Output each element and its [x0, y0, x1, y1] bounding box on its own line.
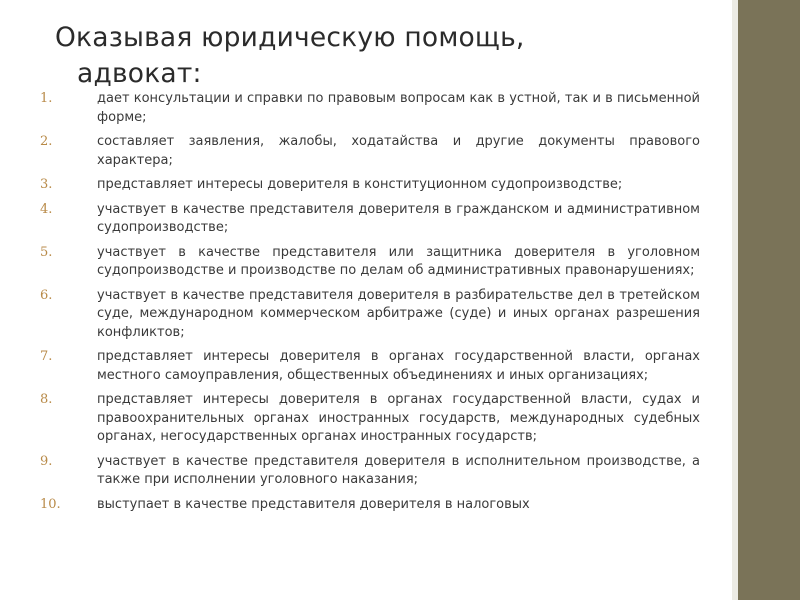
list-item	[40, 287, 700, 343]
item-text: участвует в качестве представителя доверителя в разбирательстве дел в третейском суде, международном коммерческом арбитраже (суде) и иных органах разрешения конфликтов;	[97, 287, 700, 340]
list-item	[40, 244, 700, 281]
item-text: составляет заявления, жалобы, ходатайства и другие документы правового характера;	[97, 134, 700, 168]
slide-title	[55, 20, 695, 92]
item-number: 9.	[40, 453, 53, 469]
decorative-side-bar	[738, 0, 800, 600]
list-item	[40, 176, 700, 195]
item-number: 2.	[40, 134, 53, 149]
list-item	[40, 201, 700, 238]
item-number: 5.	[40, 244, 53, 260]
list-item	[40, 391, 700, 447]
list-item	[40, 133, 700, 170]
item-number: 3.	[40, 177, 53, 192]
duties-list	[40, 90, 700, 520]
item-number: 4.	[40, 201, 53, 217]
title-line-2: адвокат:	[77, 58, 202, 89]
item-number: 6.	[40, 287, 53, 303]
item-text: участвует в качестве представителя доверителя в гражданском и административном судопроизводстве;	[97, 201, 700, 235]
item-number: 8.	[40, 392, 53, 407]
item-text: представляет интересы доверителя в конституционном судопроизводстве;	[97, 177, 623, 192]
list-item	[40, 453, 700, 490]
item-text: участвует в качестве представителя доверителя в исполнительном производстве, а также при исполнении уголовного наказания;	[97, 453, 700, 487]
list-item	[40, 496, 700, 515]
item-number: 1.	[40, 91, 53, 106]
item-text: выступает в качестве представителя доверителя в налоговых	[97, 496, 530, 512]
item-number: 7.	[40, 349, 53, 364]
title-line-1: Оказывая юридическую помощь,	[55, 22, 525, 53]
item-text: участвует в качестве представителя или защитника доверителя в уголовном судопроизводстве и производстве по делам об административных правонарушениях;	[97, 244, 700, 278]
item-text: представляет интересы доверителя в органах государственной власти, органах местного самоуправления, общественных объединениях и иных организациях;	[97, 349, 700, 383]
item-text: дает консультации и справки по правовым вопросам как в устной, так и в письменной форме;	[97, 91, 700, 125]
list-item	[40, 90, 700, 127]
item-text: представляет интересы доверителя в органах государственной власти, судах и правоохранительных органах иностранных государств, международных судебных органах, негосударственных органах иностранных государств;	[97, 392, 700, 444]
list-item	[40, 348, 700, 385]
item-number: 10.	[40, 496, 61, 512]
